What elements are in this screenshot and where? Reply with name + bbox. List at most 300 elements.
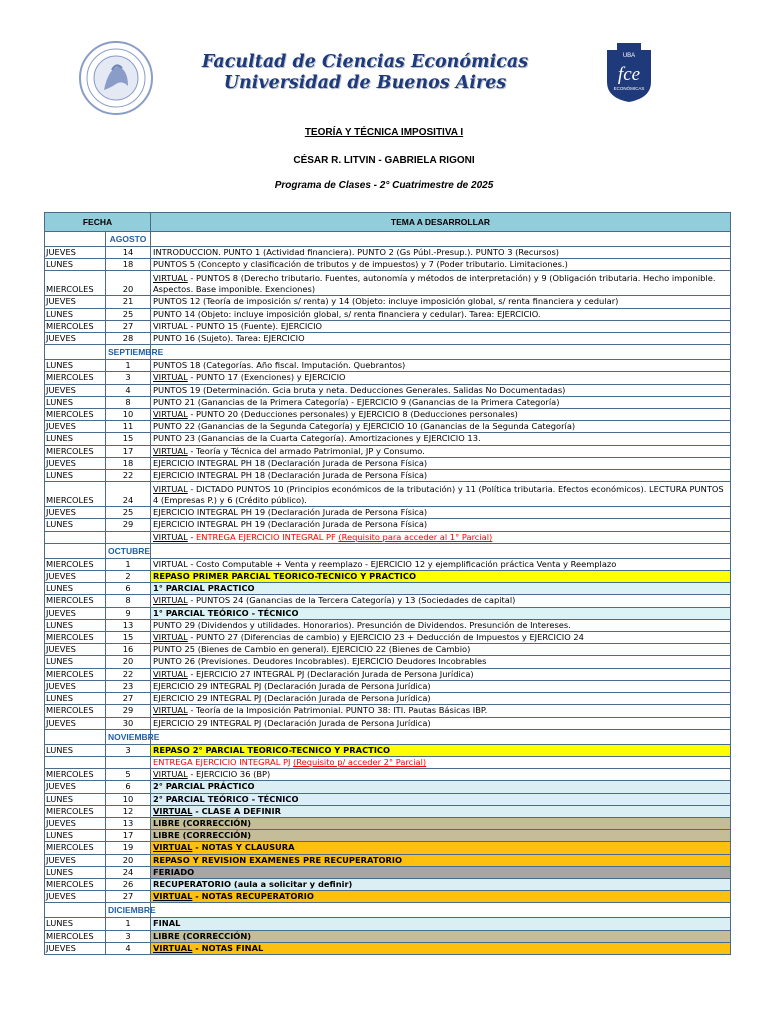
- table-row: [45, 296, 731, 308]
- table-row: [45, 308, 731, 320]
- month-row: [45, 543, 731, 558]
- topic-text: -: [187, 531, 197, 542]
- weekday-cell: JUEVES: [45, 781, 106, 793]
- topic-text: VIRTUAL: [153, 668, 188, 679]
- weekday-cell: MIERCOLES: [45, 320, 106, 332]
- day-number-cell: 20: [106, 271, 151, 296]
- topic-text: VIRTUAL: [153, 805, 193, 816]
- month-row: [45, 729, 731, 744]
- topic-text: PUNTO 16 (Sujeto). Tarea: EJERCICIO: [153, 333, 305, 344]
- day-number-cell: 12: [106, 805, 151, 817]
- day-number-cell: 15: [106, 632, 151, 644]
- document-header: [0, 0, 768, 210]
- weekday-cell: MIERCOLES: [45, 705, 106, 717]
- weekday-cell: LUNES: [45, 583, 106, 595]
- weekday-cell: JUEVES: [45, 854, 106, 866]
- topic-text: REPASO PRIMER PARCIAL TEORICO-TECNICO Y PRACTICO: [153, 571, 416, 582]
- table-row: [45, 482, 731, 507]
- day-number-cell: 18: [106, 457, 151, 469]
- weekday-cell: MIERCOLES: [45, 769, 106, 781]
- table-row: [45, 271, 731, 296]
- topic-cell: [151, 830, 731, 842]
- day-number-cell: 27: [106, 693, 151, 705]
- topic-text: REPASO Y REVISION EXAMENES PRE RECUPERATORIO: [153, 854, 403, 865]
- weekday-cell: MIERCOLES: [45, 445, 106, 457]
- month-label: OCTUBRE: [106, 543, 151, 558]
- topic-cell: [151, 421, 731, 433]
- topic-text: EJERCICIO INTEGRAL PH 19 (Declaración Jurada de Persona Física): [153, 507, 428, 518]
- weekday-cell: JUEVES: [45, 644, 106, 656]
- topic-text: VIRTUAL: [153, 769, 188, 780]
- topic-text: PUNTO 23 (Ganancias de la Cuarta Categoría). Amortizaciones y EJERCICIO 13.: [153, 433, 481, 444]
- day-number-cell: 25: [106, 507, 151, 519]
- topic-text: - Teoría de la Imposición Patrimonial. PUNTO 38: ITI. Pautas Básicas IBP.: [187, 705, 488, 716]
- day-number-cell: 10: [106, 793, 151, 805]
- day-number-cell: 18: [106, 259, 151, 271]
- weekday-cell: MIERCOLES: [45, 558, 106, 570]
- topic-text: LIBRE (CORRECCIÓN): [153, 930, 252, 941]
- topic-text: VIRTUAL: [153, 842, 193, 853]
- topic-cell: [151, 507, 731, 519]
- day-number-cell: 1: [106, 558, 151, 570]
- topic-text: VIRTUAL: [153, 273, 188, 284]
- table-row: [45, 930, 731, 942]
- day-number-cell: 8: [106, 595, 151, 607]
- day-number-cell: 23: [106, 680, 151, 692]
- table-row: [45, 830, 731, 842]
- table-row: [45, 878, 731, 890]
- topic-cell: [151, 866, 731, 878]
- schedule-body: [45, 232, 731, 955]
- day-number-cell: 17: [106, 830, 151, 842]
- topic-cell: [151, 668, 731, 680]
- topic-cell: [151, 619, 731, 631]
- weekday-cell: JUEVES: [45, 421, 106, 433]
- weekday-cell: JUEVES: [45, 680, 106, 692]
- day-number-cell: 8: [106, 396, 151, 408]
- weekday-cell: JUEVES: [45, 817, 106, 829]
- topic-cell: [151, 457, 731, 469]
- topic-text: 2° PARCIAL TEÓRICO - TÉCNICO: [153, 793, 299, 804]
- table-row: [45, 519, 731, 531]
- topic-text: PUNTO 22 (Ganancias de la Segunda Categoría) y EJERCICIO 10 (Ganancias de la Segunda Categoría): [153, 421, 576, 432]
- day-number-cell: 20: [106, 656, 151, 668]
- day-number-cell: 1: [106, 918, 151, 930]
- table-row: [45, 531, 731, 543]
- table-row: [45, 656, 731, 668]
- weekday-cell: JUEVES: [45, 571, 106, 583]
- weekday-cell: JUEVES: [45, 296, 106, 308]
- topic-cell: [151, 842, 731, 854]
- month-spacer: [45, 345, 106, 360]
- day-number-cell: 3: [106, 930, 151, 942]
- topic-text: PUNTO 25 (Bienes de Cambio en general). EJERCICIO 22 (Bienes de Cambio): [153, 644, 471, 655]
- column-header-tema: TEMA A DESARROLLAR: [151, 213, 731, 232]
- topic-text: VIRTUAL: [153, 372, 188, 383]
- topic-text: VIRTUAL: [153, 705, 188, 716]
- weekday-cell: LUNES: [45, 830, 106, 842]
- topic-text: - NOTAS FINAL: [192, 942, 264, 953]
- table-row: [45, 360, 731, 372]
- topic-cell: [151, 918, 731, 930]
- table-row: [45, 259, 731, 271]
- faculty-line-1: Facultad de Ciencias Económicas: [201, 52, 529, 72]
- class-schedule-table: [44, 212, 731, 955]
- topic-cell: [151, 769, 731, 781]
- table-row: [45, 571, 731, 583]
- table-row: [45, 817, 731, 829]
- topic-text: (Requisito p/ acceder 2° Parcial): [293, 756, 427, 767]
- month-row: [45, 232, 731, 247]
- day-number-cell: 9: [106, 607, 151, 619]
- topic-cell: [151, 470, 731, 482]
- topic-cell: [151, 781, 731, 793]
- topic-text: EJERCICIO 29 INTEGRAL PJ (Declaración Jurada de Persona Jurídica): [153, 693, 431, 704]
- weekday-cell: LUNES: [45, 433, 106, 445]
- table-row: [45, 781, 731, 793]
- topic-text: - EJERCICIO 27 INTEGRAL PJ (Declaración Jurada de Persona Jurídica): [187, 668, 474, 679]
- weekday-cell: JUEVES: [45, 942, 106, 954]
- topic-text: LIBRE (CORRECCIÓN): [153, 817, 252, 828]
- table-row: [45, 693, 731, 705]
- topic-cell: [151, 519, 731, 531]
- topic-text: PUNTOS 18 (Categorías. Año fiscal. Imputación. Quebrantos): [153, 360, 406, 371]
- topic-text: RECUPERATORIO (aula a solicitar y definir): [153, 878, 353, 889]
- day-number-cell: 29: [106, 519, 151, 531]
- topic-cell: [151, 558, 731, 570]
- weekday-cell: LUNES: [45, 470, 106, 482]
- topic-cell: [151, 482, 731, 507]
- weekday-cell: LUNES: [45, 693, 106, 705]
- month-label: DICIEMBRE: [106, 903, 151, 918]
- day-number-cell: 22: [106, 668, 151, 680]
- topic-text: PUNTO 14 (Objeto: incluye imposición global, s/ renta financiera y cedular). Tarea: EJERCICIO.: [153, 308, 541, 319]
- topic-cell: [151, 656, 731, 668]
- weekday-cell: LUNES: [45, 308, 106, 320]
- topic-text: PUNTOS 19 (Determinación. Gcia bruta y neta. Deducciones Generales. Salidas No Documentadas): [153, 384, 566, 395]
- day-number-cell: 11: [106, 421, 151, 433]
- logo-text: fce: [617, 64, 641, 85]
- table-row: [45, 433, 731, 445]
- table-row: [45, 396, 731, 408]
- faculty-line-2: Universidad de Buenos Aires: [223, 73, 507, 93]
- day-number-cell: 29: [106, 705, 151, 717]
- day-number-cell: 24: [106, 482, 151, 507]
- month-spacer: [45, 232, 106, 247]
- weekday-cell: LUNES: [45, 619, 106, 631]
- topic-cell: [151, 259, 731, 271]
- table-row: [45, 680, 731, 692]
- month-spacer: [45, 903, 106, 918]
- topic-text: VIRTUAL: [153, 632, 188, 643]
- topic-cell: [151, 396, 731, 408]
- month-spacer: [151, 543, 731, 558]
- weekday-cell: JUEVES: [45, 384, 106, 396]
- month-label: AGOSTO: [106, 232, 151, 247]
- topic-cell: [151, 333, 731, 345]
- topic-cell: [151, 583, 731, 595]
- topic-cell: [151, 384, 731, 396]
- weekday-cell: LUNES: [45, 360, 106, 372]
- table-row: [45, 717, 731, 729]
- day-number-cell: 6: [106, 583, 151, 595]
- topic-cell: [151, 854, 731, 866]
- weekday-cell: JUEVES: [45, 507, 106, 519]
- topic-cell: [151, 360, 731, 372]
- topic-text: LIBRE (CORRECCIÓN): [153, 830, 252, 841]
- weekday-cell: MIERCOLES: [45, 668, 106, 680]
- table-row: [45, 942, 731, 954]
- topic-cell: [151, 942, 731, 954]
- day-number-cell: 5: [106, 769, 151, 781]
- day-number-cell: 27: [106, 320, 151, 332]
- month-spacer: [151, 345, 731, 360]
- table-row: [45, 619, 731, 631]
- topic-cell: [151, 930, 731, 942]
- topic-cell: [151, 632, 731, 644]
- university-seal-icon: [78, 40, 154, 116]
- day-number-cell: 2: [106, 571, 151, 583]
- month-label: SEPTIEMBRE: [106, 345, 151, 360]
- topic-text: - EJERCICIO 36 (BP): [187, 769, 271, 780]
- weekday-cell: MIERCOLES: [45, 595, 106, 607]
- topic-text: - NOTAS Y CLAUSURA: [192, 842, 295, 853]
- topic-cell: [151, 693, 731, 705]
- day-number-cell: 4: [106, 942, 151, 954]
- topic-text: FINAL: [153, 918, 181, 929]
- topic-text: - NOTAS RECUPERATORIO: [192, 891, 314, 902]
- month-row: [45, 903, 731, 918]
- day-number-cell: 10: [106, 409, 151, 421]
- table-row: [45, 644, 731, 656]
- topic-text: - DICTADO PUNTOS 10 (Principios económicos de la tributación) y 11 (Política tributaria. Efectos económicos). LECTURA PUNTOS 4 (Empresas P.) y 6 (Crédito público).: [153, 484, 724, 506]
- topic-cell: [151, 644, 731, 656]
- weekday-cell: JUEVES: [45, 457, 106, 469]
- logo-top-text: UBA: [622, 53, 636, 59]
- day-number-cell: 26: [106, 878, 151, 890]
- weekday-cell: LUNES: [45, 793, 106, 805]
- weekday-cell: MIERCOLES: [45, 372, 106, 384]
- topic-cell: [151, 680, 731, 692]
- day-number-cell: 17: [106, 445, 151, 457]
- faculty-title: [160, 52, 570, 94]
- topic-text: PUNTOS 5 (Concepto y clasificación de tributos y de impuestos) y 7 (Poder tributario. Limitaciones.): [153, 259, 568, 270]
- topic-text: VIRTUAL: [153, 484, 188, 495]
- topic-text: REPASO 2° PARCIAL TEORICO-TECNICO Y PRACTICO: [153, 744, 391, 755]
- day-number-cell: 13: [106, 619, 151, 631]
- day-number-cell: 14: [106, 247, 151, 259]
- topic-text: INTRODUCCION. PUNTO 1 (Actividad financiera). PUNTO 2 (Gs Públ.-Presup.). PUNTO 3 (Recursos): [153, 247, 560, 257]
- topic-text: - PUNTO 27 (Diferencias de cambio) y EJERCICIO 23 + Deducción de Impuestos y EJERCICIO 24: [187, 632, 584, 643]
- month-spacer: [151, 232, 731, 247]
- month-spacer: [45, 729, 106, 744]
- table-row: [45, 805, 731, 817]
- topic-text: VIRTUAL: [153, 409, 188, 420]
- topic-text: VIRTUAL: [153, 595, 188, 606]
- table-row: [45, 333, 731, 345]
- table-row: [45, 632, 731, 644]
- topic-text: 1° PARCIAL TEÓRICO - TÉCNICO: [153, 607, 299, 618]
- table-row: [45, 470, 731, 482]
- course-title: TEORÍA Y TÉCNICA IMPOSITIVA I: [304, 127, 464, 138]
- topic-cell: [151, 756, 731, 768]
- day-number-cell: 15: [106, 433, 151, 445]
- day-number-cell: 28: [106, 333, 151, 345]
- table-row: [45, 558, 731, 570]
- table-row: [45, 320, 731, 332]
- table-row: [45, 744, 731, 756]
- table-row: [45, 918, 731, 930]
- weekday-cell: MIERCOLES: [45, 271, 106, 296]
- topic-text: - PUNTOS 8 (Derecho tributario. Fuentes, autonomía y métodos de interpretación) y 9 (Obligación tributaria. Hecho imponible. Aspectos. Base imponible. Exenciones): [153, 273, 716, 295]
- day-number-cell: 22: [106, 470, 151, 482]
- weekday-cell: MIERCOLES: [45, 878, 106, 890]
- topic-text: VIRTUAL: [153, 891, 193, 902]
- topic-text: PUNTO 29 (Dividendos y utilidades. Honorarios). Presunción de Dividendos. Presunción de Intereses.: [153, 619, 571, 630]
- day-number-cell: 27: [106, 891, 151, 903]
- fce-logo-icon: [603, 42, 655, 104]
- table-row: [45, 891, 731, 903]
- topic-cell: [151, 247, 731, 259]
- weekday-cell: LUNES: [45, 744, 106, 756]
- topic-cell: [151, 320, 731, 332]
- topic-text: PUNTO 26 (Previsiones. Deudores Incobrables). EJERCICIO Deudores Incobrables: [153, 656, 487, 667]
- topic-text: - CLASE A DEFINIR: [192, 805, 281, 816]
- topic-cell: [151, 409, 731, 421]
- day-number-cell: 3: [106, 744, 151, 756]
- day-number-cell: 20: [106, 854, 151, 866]
- day-number-cell: 30: [106, 717, 151, 729]
- table-row: [45, 247, 731, 259]
- weekday-cell: JUEVES: [45, 333, 106, 345]
- topic-text: VIRTUAL - PUNTO 15 (Fuente). EJERCICIO: [153, 320, 323, 331]
- column-header-fecha: FECHA: [45, 213, 151, 232]
- topic-text: EJERCICIO 29 INTEGRAL PJ (Declaración Jurada de Persona Jurídica): [153, 717, 431, 728]
- logo-sub-text: ECONÓMICAS: [613, 86, 645, 91]
- topic-cell: [151, 595, 731, 607]
- topic-cell: [151, 805, 731, 817]
- topic-text: FERIADO: [153, 866, 195, 877]
- table-row: [45, 769, 731, 781]
- weekday-cell: MIERCOLES: [45, 842, 106, 854]
- topic-cell: [151, 891, 731, 903]
- table-row: [45, 409, 731, 421]
- topic-text: EJERCICIO 29 INTEGRAL PJ (Declaración Jurada de Persona Jurídica): [153, 680, 431, 691]
- topic-text: EJERCICIO INTEGRAL PH 18 (Declaración Jurada de Persona Física): [153, 470, 428, 481]
- topic-text: - Teoría y Técnica del armado Patrimonial, JP y Consumo.: [187, 445, 425, 456]
- topic-text: EJERCICIO INTEGRAL PH 18 (Declaración Jurada de Persona Física): [153, 457, 428, 468]
- day-number-cell: 1: [106, 360, 151, 372]
- weekday-cell: MIERCOLES: [45, 805, 106, 817]
- table-row: [45, 607, 731, 619]
- topic-text: - PUNTO 20 (Deducciones personales) y EJERCICIO 8 (Deducciones personales): [187, 409, 518, 420]
- day-number-cell: 21: [106, 296, 151, 308]
- weekday-cell: LUNES: [45, 519, 106, 531]
- weekday-cell: JUEVES: [45, 891, 106, 903]
- weekday-cell: LUNES: [45, 656, 106, 668]
- weekday-cell: JUEVES: [45, 717, 106, 729]
- topic-text: VIRTUAL: [153, 942, 193, 953]
- weekday-cell: MIERCOLES: [45, 930, 106, 942]
- month-spacer: [151, 729, 731, 744]
- table-row: [45, 372, 731, 384]
- day-number-cell: 6: [106, 781, 151, 793]
- table-row: [45, 756, 731, 768]
- weekday-cell: JUEVES: [45, 607, 106, 619]
- weekday-cell: MIERCOLES: [45, 409, 106, 421]
- topic-text: PUNTO 21 (Ganancias de la Primera Categoría) - EJERCICIO 9 (Ganancias de la Primera Categoría): [153, 396, 560, 407]
- table-row: [45, 445, 731, 457]
- month-row: [45, 345, 731, 360]
- topic-text: 2° PARCIAL PRÁCTICO: [153, 781, 255, 792]
- day-number-cell: 3: [106, 372, 151, 384]
- day-number-cell: 19: [106, 842, 151, 854]
- topic-cell: [151, 372, 731, 384]
- day-number-cell: 25: [106, 308, 151, 320]
- table-row: [45, 705, 731, 717]
- table-row: [45, 595, 731, 607]
- table-row: [45, 842, 731, 854]
- table-row: [45, 854, 731, 866]
- weekday-cell: LUNES: [45, 396, 106, 408]
- day-number-cell: 13: [106, 817, 151, 829]
- topic-text: PUNTOS 12 (Teoría de imposición s/ renta) y 14 (Objeto: incluye imposición global, s/ renta financiera y cedular): [153, 296, 619, 307]
- topic-cell: [151, 817, 731, 829]
- table-row: [45, 507, 731, 519]
- program-line: Programa de Clases - 2° Cuatrimestre de 2025: [274, 180, 494, 191]
- topic-text: (Requisito para acceder al 1° Parcial): [338, 531, 493, 542]
- teachers-line: CÉSAR R. LITVIN - GABRIELA RIGONI: [293, 155, 475, 166]
- table-row: [45, 384, 731, 396]
- day-number-cell: 4: [106, 384, 151, 396]
- table-row: [45, 793, 731, 805]
- weekday-cell: LUNES: [45, 918, 106, 930]
- weekday-cell: MIERCOLES: [45, 632, 106, 644]
- topic-text: - PUNTO 17 (Exenciones) y EJERCICIO: [187, 372, 346, 383]
- topic-cell: [151, 878, 731, 890]
- topic-text: 1° PARCIAL PRACTICO: [153, 583, 255, 594]
- topic-text: ENTREGA EJERCICIO INTEGRAL PF: [196, 531, 336, 542]
- weekday-cell: LUNES: [45, 866, 106, 878]
- weekday-cell: LUNES: [45, 259, 106, 271]
- day-number-cell: [106, 756, 151, 768]
- topic-cell: [151, 571, 731, 583]
- topic-text: VIRTUAL: [153, 445, 188, 456]
- topic-cell: [151, 793, 731, 805]
- topic-cell: [151, 296, 731, 308]
- topic-cell: [151, 271, 731, 296]
- table-row: [45, 583, 731, 595]
- topic-text: VIRTUAL - Costo Computable + Venta y reemplazo - EJERCICIO 12 y ejemplificación práctica Venta y Reemplazo: [153, 558, 617, 569]
- topic-cell: [151, 744, 731, 756]
- weekday-cell: MIERCOLES: [45, 482, 106, 507]
- topic-cell: [151, 308, 731, 320]
- table-row: [45, 421, 731, 433]
- month-spacer: [151, 903, 731, 918]
- topic-text: - PUNTOS 24 (Ganancias de la Tercera Categoría) y 13 (Sociedades de capital): [187, 595, 516, 606]
- topic-cell: [151, 433, 731, 445]
- table-header-row: [45, 213, 731, 232]
- day-number-cell: [106, 531, 151, 543]
- topic-cell: [151, 607, 731, 619]
- weekday-cell: [45, 756, 106, 768]
- month-label: NOVIEMBRE: [106, 729, 151, 744]
- table-row: [45, 457, 731, 469]
- table-row: [45, 866, 731, 878]
- topic-text: EJERCICIO INTEGRAL PH 19 (Declaración Jurada de Persona Física): [153, 519, 428, 530]
- topic-cell: [151, 717, 731, 729]
- day-number-cell: 16: [106, 644, 151, 656]
